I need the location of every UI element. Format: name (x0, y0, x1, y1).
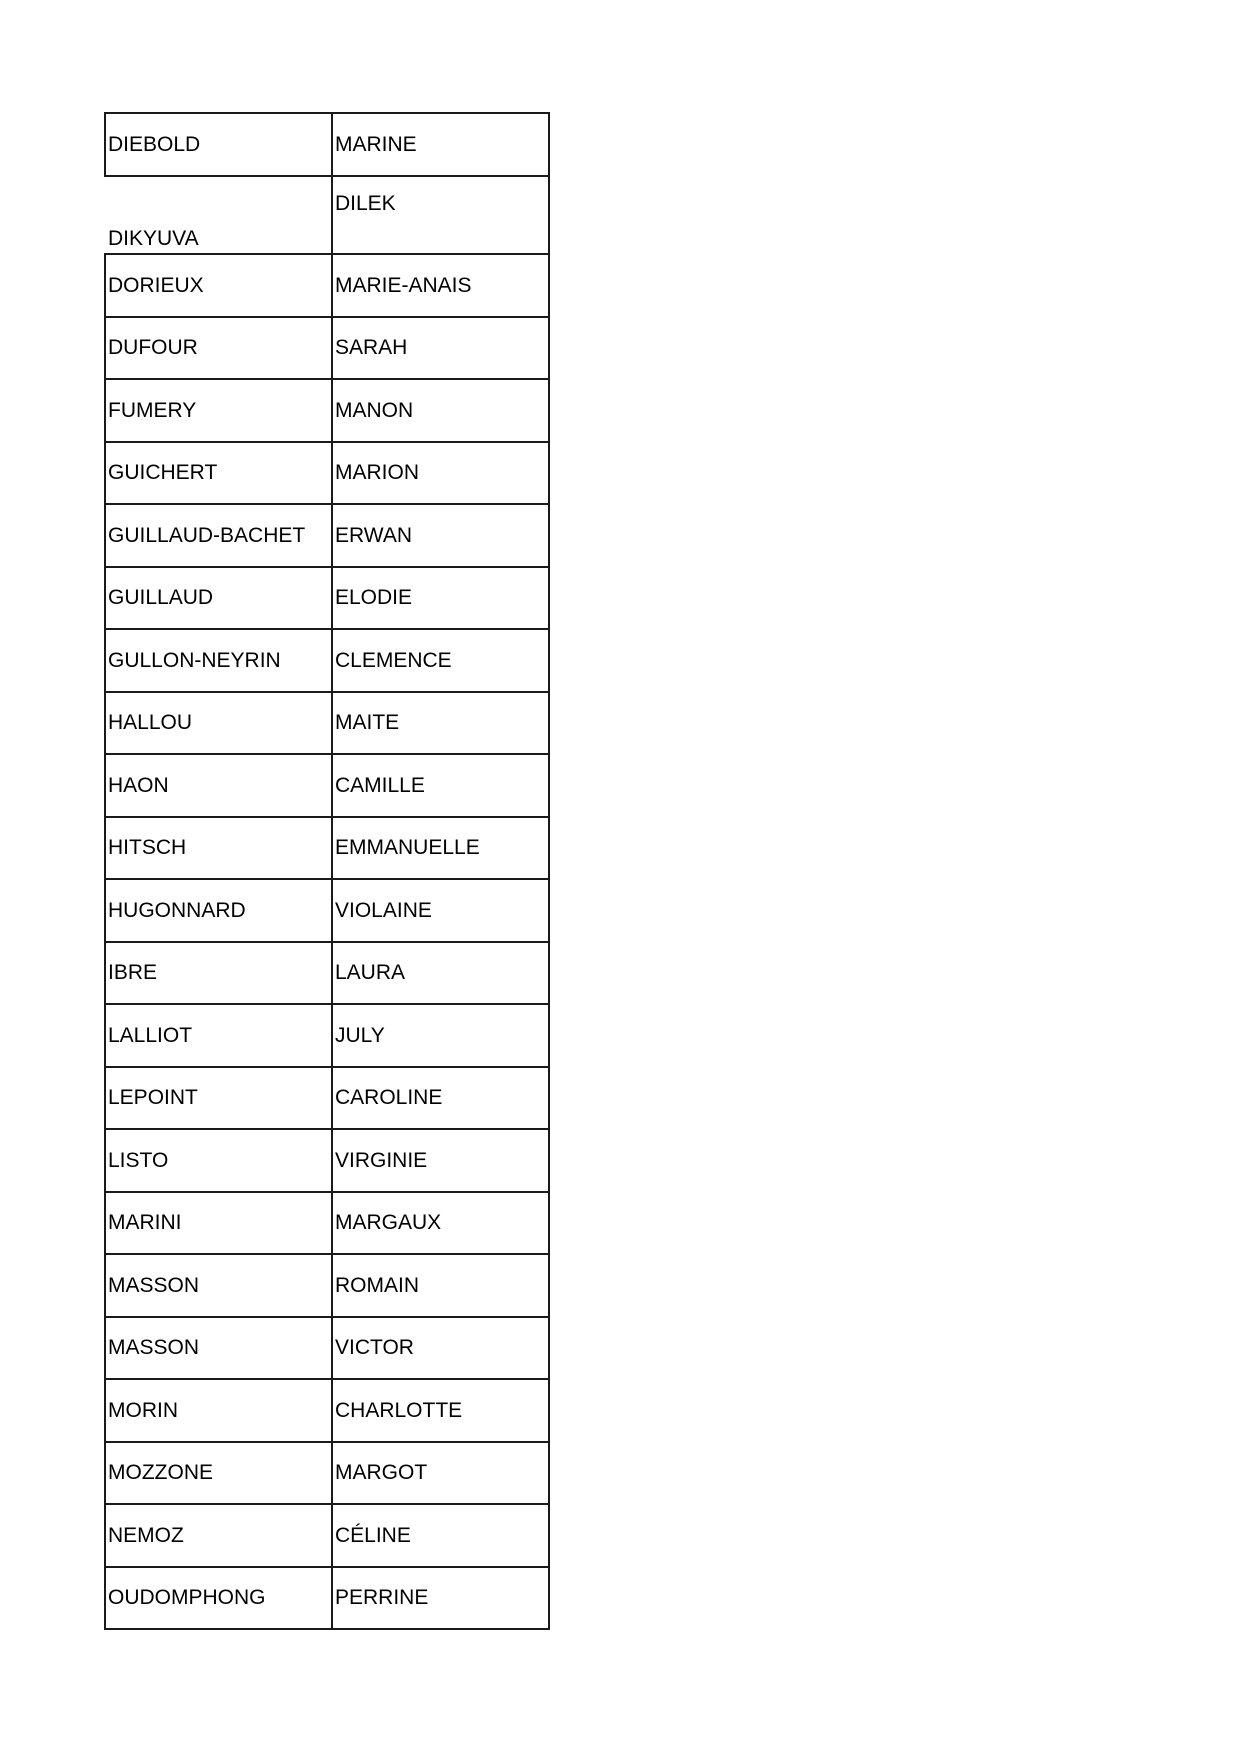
last-name-cell: GUILLAUD-BACHET (105, 504, 332, 567)
last-name-cell: DUFOUR (105, 317, 332, 380)
first-name-cell: VIOLAINE (332, 879, 549, 942)
table-row (105, 1004, 549, 1067)
last-name-cell: HUGONNARD (105, 879, 332, 942)
last-name-cell: HALLOU (105, 692, 332, 755)
first-name-cell: CHARLOTTE (332, 1379, 549, 1442)
first-name-cell: EMMANUELLE (332, 817, 549, 880)
first-name-cell: JULY (332, 1004, 549, 1067)
first-name-cell: ROMAIN (332, 1254, 549, 1317)
first-name-cell: ERWAN (332, 504, 549, 567)
table-row (105, 692, 549, 755)
first-name-cell: LAURA (332, 942, 549, 1005)
first-name-cell: MANON (332, 379, 549, 442)
table-row (105, 1317, 549, 1380)
first-name-cell: CÉLINE (332, 1504, 549, 1567)
table-row (105, 442, 549, 505)
first-name-cell: MAITE (332, 692, 549, 755)
last-name-cell: MASSON (105, 1317, 332, 1380)
first-name-cell: MARION (332, 442, 549, 505)
first-name-cell: MARGOT (332, 1442, 549, 1505)
table-row (105, 1192, 549, 1255)
table-row (105, 1567, 549, 1630)
table-row (105, 1504, 549, 1567)
table-row (105, 1129, 549, 1192)
table-row (105, 942, 549, 1005)
table-row (105, 567, 549, 630)
last-name-cell: DIKYUVA (105, 176, 332, 255)
last-name-cell: DORIEUX (105, 254, 332, 317)
last-name-cell: LISTO (105, 1129, 332, 1192)
table-row (105, 504, 549, 567)
first-name-cell: ELODIE (332, 567, 549, 630)
table-row (105, 379, 549, 442)
last-name-cell: GULLON-NEYRIN (105, 629, 332, 692)
table-row (105, 1067, 549, 1130)
last-name-cell: HITSCH (105, 817, 332, 880)
names-table-body (105, 113, 549, 1629)
first-name-cell: VICTOR (332, 1317, 549, 1380)
last-name-cell: HAON (105, 754, 332, 817)
last-name-cell: MARINI (105, 1192, 332, 1255)
table-row (105, 176, 549, 255)
first-name-cell: CAMILLE (332, 754, 549, 817)
first-name-cell: MARGAUX (332, 1192, 549, 1255)
table-row (105, 254, 549, 317)
last-name-cell: GUILLAUD (105, 567, 332, 630)
table-row (105, 629, 549, 692)
last-name-cell: MASSON (105, 1254, 332, 1317)
last-name-cell: OUDOMPHONG (105, 1567, 332, 1630)
first-name-cell: MARIE-ANAIS (332, 254, 549, 317)
last-name-cell: FUMERY (105, 379, 332, 442)
last-name-cell: LALLIOT (105, 1004, 332, 1067)
table-row (105, 1379, 549, 1442)
first-name-cell: MARINE (332, 113, 549, 176)
table-row (105, 317, 549, 380)
last-name-cell: IBRE (105, 942, 332, 1005)
table-row (105, 1442, 549, 1505)
last-name-cell: MOZZONE (105, 1442, 332, 1505)
first-name-cell: DILEK (332, 176, 549, 255)
table-row (105, 754, 549, 817)
table-row (105, 879, 549, 942)
table-row (105, 817, 549, 880)
first-name-cell: SARAH (332, 317, 549, 380)
last-name-cell: DIEBOLD (105, 113, 332, 176)
table-row (105, 113, 549, 176)
last-name-cell: NEMOZ (105, 1504, 332, 1567)
first-name-cell: VIRGINIE (332, 1129, 549, 1192)
table-row (105, 1254, 549, 1317)
first-name-cell: PERRINE (332, 1567, 549, 1630)
last-name-cell: MORIN (105, 1379, 332, 1442)
names-table (104, 112, 550, 1630)
last-name-cell: GUICHERT (105, 442, 332, 505)
first-name-cell: CAROLINE (332, 1067, 549, 1130)
first-name-cell: CLEMENCE (332, 629, 549, 692)
last-name-cell: LEPOINT (105, 1067, 332, 1130)
